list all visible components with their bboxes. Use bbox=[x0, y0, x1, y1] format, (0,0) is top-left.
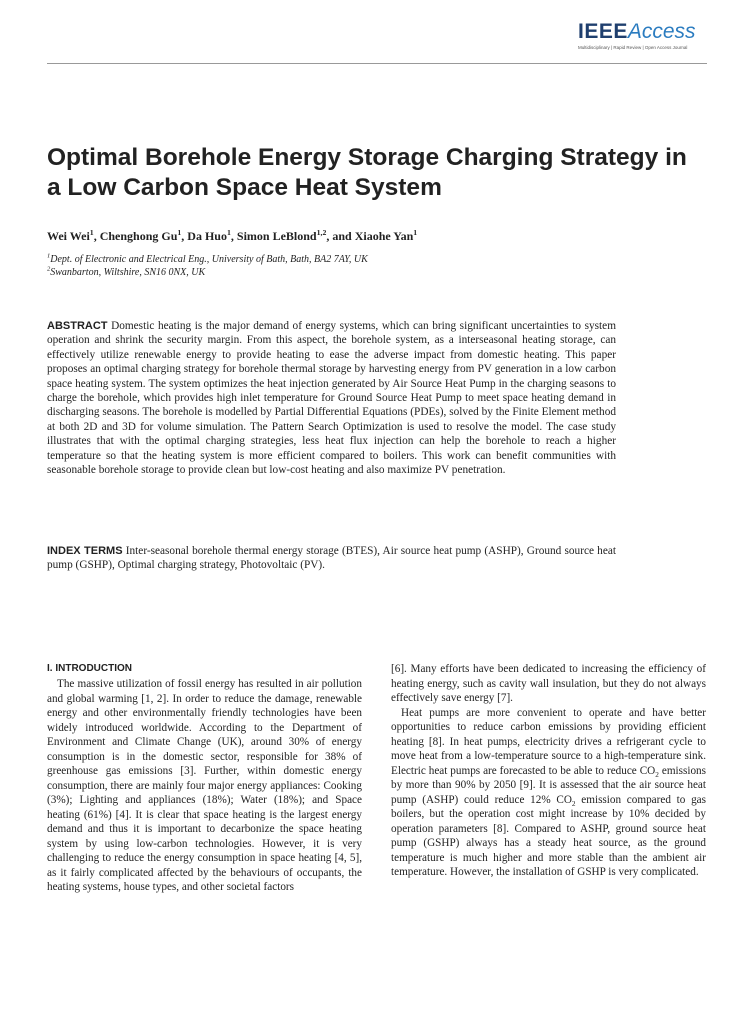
author-affiliation-mark: 1 bbox=[177, 228, 182, 237]
affiliation-2 bbox=[47, 266, 205, 279]
author-name: , Simon LeBlond bbox=[230, 229, 317, 243]
index-terms-text: Inter-seasonal borehole thermal energy storage (BTES), Air source heat pump (ASHP), Ground source heat pump (GSHP), Optimal charging strategy, Photovoltaic (PV). bbox=[47, 545, 616, 572]
subscript: 2 bbox=[571, 799, 576, 808]
paragraph-text: emissions by more than 90% by 2050 [9]. It is assessed that the air source heat pump (ASHP) could reduce 12% CO bbox=[391, 764, 706, 806]
logo-tagline: Multidisciplinary | Rapid Review | Open Access Journal bbox=[578, 45, 688, 50]
author-name: Wei Wei bbox=[47, 229, 90, 243]
affiliation-mark: 2 bbox=[47, 265, 51, 273]
author-affiliation-mark: 1 bbox=[226, 228, 231, 237]
index-terms bbox=[47, 544, 616, 573]
abstract-text: Domestic heating is the major demand of energy systems, which can bring significant uncertainties to system operation and shrink the security margin. From this aspect, the borehole system, as a interseasonal heating storage, can effectively utilize renewable energy to provide heating to ease the adverse impact from domestic heating. This paper proposes an optimal charging strategy for borehole thermal storage by harvesting energy from PV generation in a low carbon space heating system. The system optimizes the heat injection generated by Air Source Heat Pump in the charging seasons to charge the borehole, which provides high inlet temperature for Ground Source Heat Pump to meet space heating demand in discharging seasons. The borehole is modelled by Partial Differential Equations (PDEs), solved by the Finite Element method at both 2D and 3D for volume simulation. The Pattern Search Optimization is used to resolve the model. The case study illustrates that with the optimal charging strategies, less heat flux injection can help the borehole to reach a higher temperature so that the heating system is more efficient compared to boilers. This work can benefit communities with seasonable borehole storage to provide clean but low-cost heating and also maximize PV penetration. bbox=[47, 320, 616, 477]
index-terms-label: INDEX TERMS bbox=[47, 545, 123, 557]
paragraph-continuation: [6]. Many efforts have been dedicated to increasing the efficiency of heating energy, such as cavity wall insulation, but they do not always effectively save energy [7]. bbox=[391, 663, 706, 704]
journal-logo bbox=[578, 20, 718, 50]
affiliation-1 bbox=[47, 253, 368, 266]
paragraph bbox=[391, 706, 706, 880]
author-affiliation-mark: 1 bbox=[89, 228, 94, 237]
affiliation-mark: 1 bbox=[47, 252, 51, 260]
journal-logo-text bbox=[578, 20, 718, 44]
paper-title: Optimal Borehole Energy Storage Charging Strategy in a Low Carbon Space Heat System bbox=[47, 144, 687, 201]
abstract bbox=[47, 319, 616, 477]
author-affiliation-mark: 1,2 bbox=[316, 228, 327, 237]
affiliation-text: Swanbarton, Wiltshire, SN16 0NX, UK bbox=[50, 267, 206, 278]
author-name: , Da Huo bbox=[181, 229, 227, 243]
author-name: , and Xiaohe Yan bbox=[326, 229, 414, 243]
paragraph-text: emission compared to gas boilers, but the operation cost might increase by 10% decided by operation parameters [8]. Compared to ASHP, ground source heat pump (GSHP) always has a steady heat source, as the ground temperature is much higher and more stable than the ambient air temperature. However, the installation of GSHP is very complicated. bbox=[391, 793, 706, 878]
author-name: , Chenghong Gu bbox=[93, 229, 178, 243]
affiliation-text: Dept. of Electronic and Electrical Eng., University of Bath, Bath, BA2 7AY, UK bbox=[50, 254, 368, 265]
paragraph-text: Heat pumps are more convenient to operate and have better opportunities to reduce carbon emissions by providing efficient heating [8]. In heat pumps, electricity drives a refrigerant cycle to move heat from a low-temperature source to a high-temperature sink. Electric heat pumps are forecasted to be able to reduce CO bbox=[391, 706, 706, 777]
author-affiliation-mark: 1 bbox=[413, 228, 418, 237]
header-rule bbox=[47, 63, 707, 64]
logo-ieee: IEEE bbox=[578, 20, 628, 43]
abstract-label: ABSTRACT bbox=[47, 320, 108, 332]
logo-access: Access bbox=[627, 20, 696, 43]
subscript: 2 bbox=[655, 770, 659, 779]
body-column-left bbox=[47, 662, 362, 895]
paragraph: The massive utilization of fossil energy has resulted in air pollution and global warming [1, 2]. In order to reduce the damage, renewable energy and other environmentally friendly technologies have been widely introduced worldwide. According to the Department of Environment and Climate Change (UK), around 30% of energy consumption is in the domestic sector, responsible for 38% of greenhouse gas emissions [3]. Further, within domestic energy consumption, there are mainly four major energy appliances: Cooking (3%); Lighting and appliances (18%); Water (18%); and Space heating (61%) [4]. It is clear that space heating is the largest energy demand and thus it is important to decarbonize the space heating system by using low-carbon technologies. However, it is very challenging to reduce the energy consumption in space heating [4, 5], as it fairly complicated affected by the behaviours of occupants, the heating systems, house types, and other societal factors bbox=[47, 678, 362, 893]
section-heading-introduction: I. INTRODUCTION bbox=[47, 663, 132, 674]
author-list bbox=[47, 229, 417, 244]
body-column-right bbox=[391, 662, 706, 880]
